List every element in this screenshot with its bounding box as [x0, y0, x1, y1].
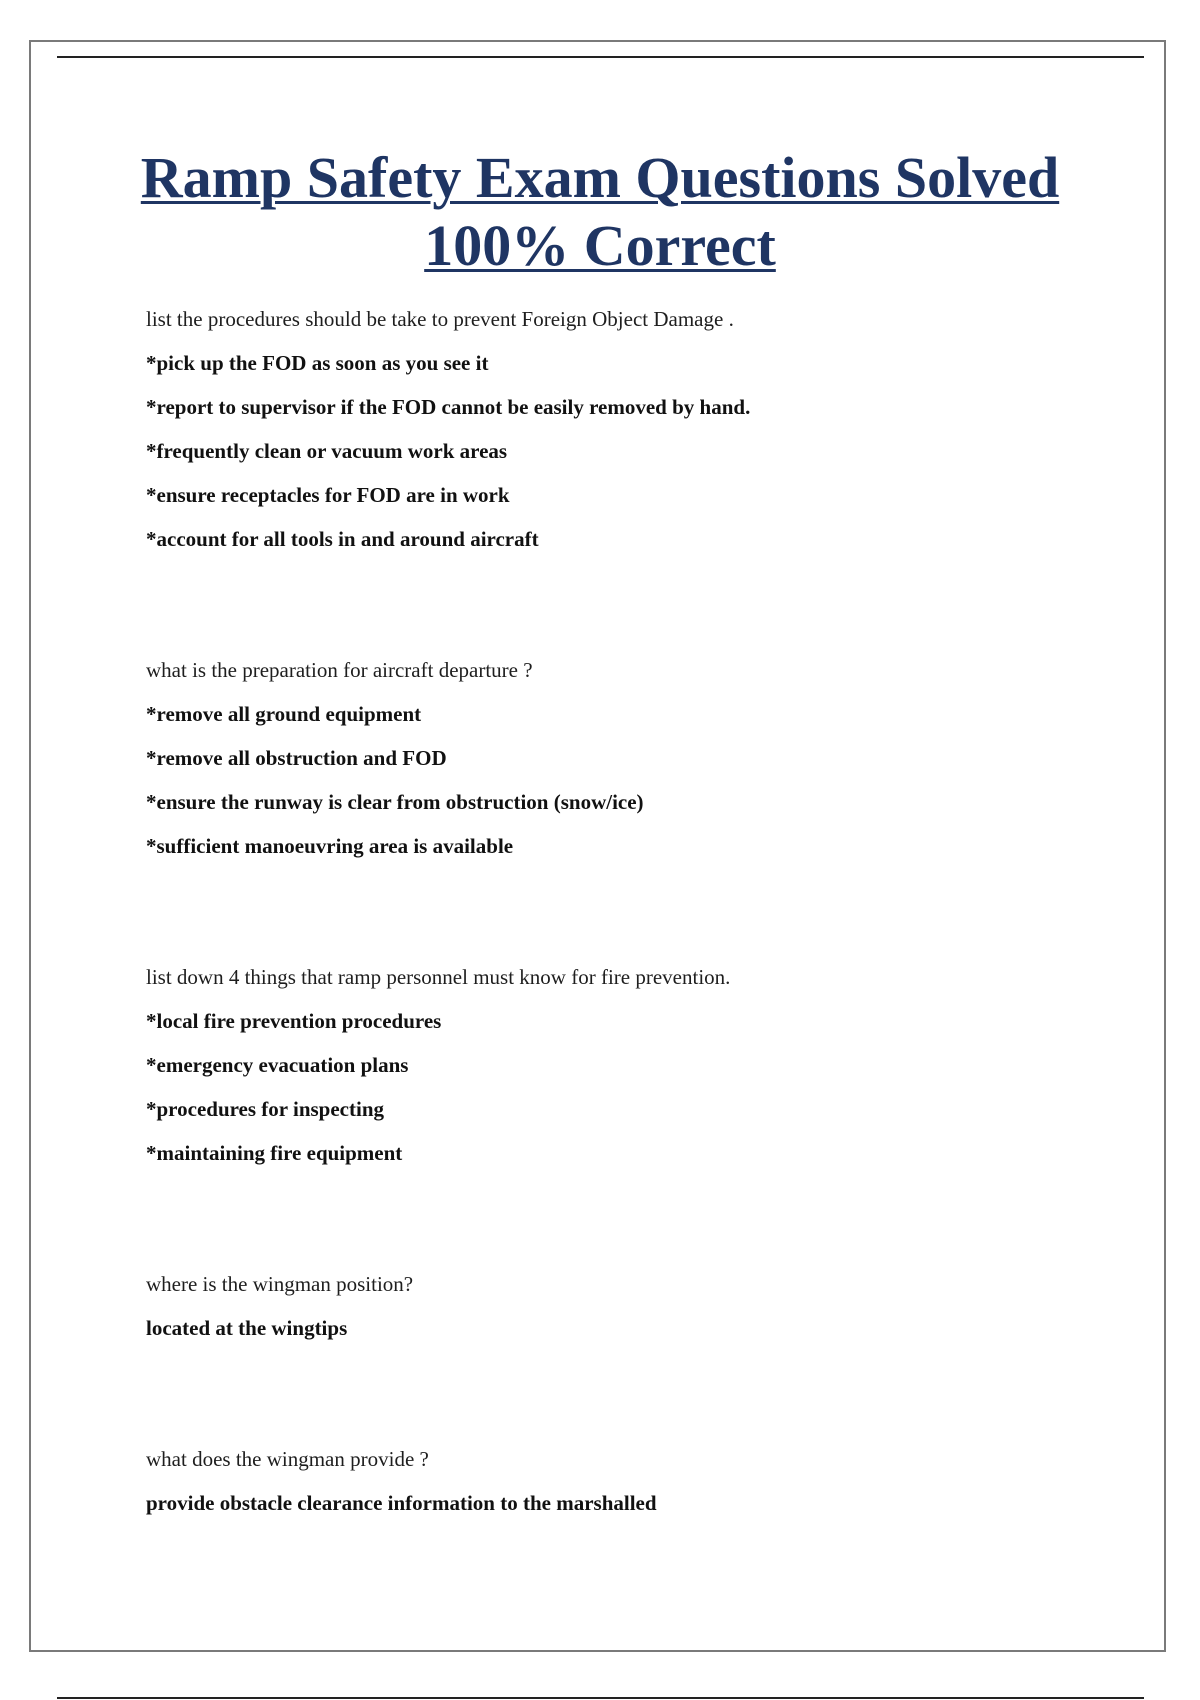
question-text: list the procedures should be take to prevent Foreign Object Damage .: [146, 307, 734, 331]
document-body: [146, 297, 1106, 1525]
answer-text: *sufficient manoeuvring area is available: [146, 834, 514, 858]
answer-text: *frequently clean or vacuum work areas: [146, 439, 508, 463]
answer-text: *emergency evacuation plans: [146, 1053, 409, 1077]
answer-text: *report to supervisor if the FOD cannot be easily removed by hand.: [146, 395, 751, 419]
answer-text: *ensure receptacles for FOD are in work: [146, 483, 510, 507]
question-text: what is the preparation for aircraft departure ?: [146, 658, 533, 682]
answer-text: *account for all tools in and around aircraft: [146, 527, 539, 551]
answer-text: *procedures for inspecting: [146, 1097, 385, 1121]
qa-block: [146, 955, 1106, 1175]
answer-text: *pick up the FOD as soon as you see it: [146, 351, 489, 375]
question-text: list down 4 things that ramp personnel must know for fire prevention.: [146, 965, 731, 989]
spacer: [146, 868, 1106, 955]
question-text: what does the wingman provide ?: [146, 1447, 429, 1471]
header-rule: [57, 56, 1144, 58]
answer-text: *ensure the runway is clear from obstruction (snow/ice): [146, 790, 644, 814]
spacer: [146, 1350, 1106, 1437]
spacer: [146, 1175, 1106, 1262]
answer-text: *local fire prevention procedures: [146, 1009, 442, 1033]
footer-rule: [57, 1697, 1144, 1699]
question-text: where is the wingman position?: [146, 1272, 414, 1296]
answer-text: *remove all obstruction and FOD: [146, 746, 447, 770]
answer-text: *remove all ground equipment: [146, 702, 422, 726]
qa-block: [146, 1262, 1106, 1350]
qa-block: [146, 1437, 1106, 1525]
answer-text: located at the wingtips: [146, 1316, 348, 1340]
answer-text: provide obstacle clearance information to the marshalled: [146, 1491, 657, 1515]
qa-block: [146, 297, 1106, 561]
spacer: [146, 561, 1106, 648]
qa-block: [146, 648, 1106, 868]
document-title: Ramp Safety Exam Questions Solved 100% Correct: [140, 145, 1060, 278]
answer-text: *maintaining fire equipment: [146, 1141, 403, 1165]
